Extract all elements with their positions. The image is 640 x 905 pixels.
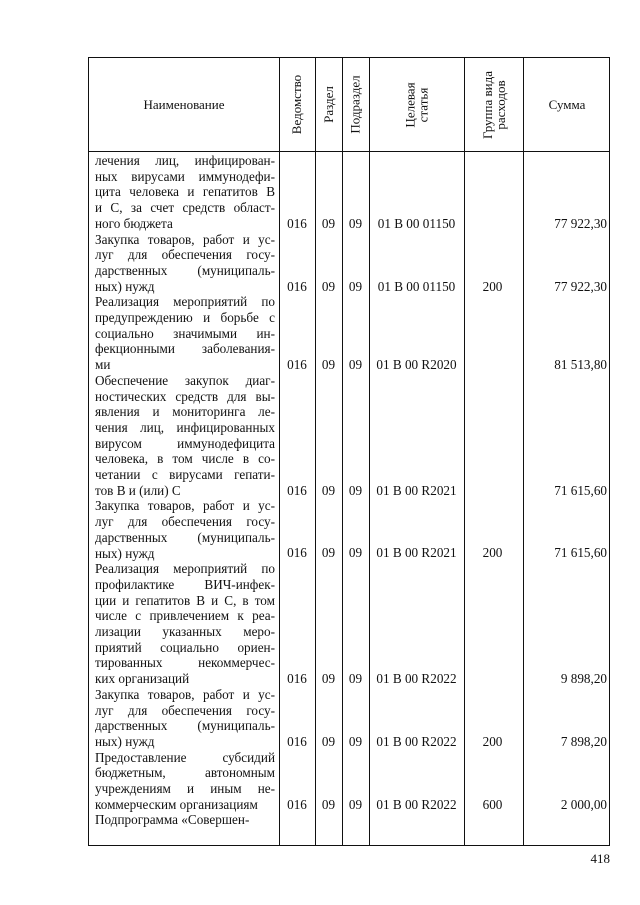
row-name-line: четании с вирусами гепати-: [95, 467, 275, 483]
row-celevaya: 01 В 00 R2022: [376, 796, 457, 812]
row-name-line: дарственных (муниципаль-: [95, 262, 275, 278]
row-name-line: бюджетным, автономным: [95, 765, 275, 781]
row-razdel: 09: [321, 545, 336, 561]
page-number: 418: [590, 851, 610, 866]
row-name-line: чения лиц, инфицированных: [95, 419, 275, 435]
row-name-line: дарственных (муниципаль-: [95, 529, 275, 545]
row-vedomstvo: 016: [287, 357, 307, 373]
row-razdel: 09: [321, 482, 336, 498]
row-name-line: человека, в том числе в со-: [95, 451, 275, 467]
row-vedomstvo: 016: [287, 545, 307, 561]
header-razdel: [315, 58, 342, 151]
row-name-line: числе с привлечением к реа-: [95, 608, 275, 624]
row-name-line: явления и мониторинга ле-: [95, 404, 275, 420]
row-razdel: 09: [321, 733, 336, 749]
header-gruppa-label: [481, 71, 507, 139]
row-gruppa: 200: [482, 545, 503, 561]
row-podrazdel: 09: [348, 796, 363, 812]
table-row: [89, 373, 611, 499]
row-name-line: цита человека и гепатитов В: [95, 184, 275, 200]
row-gruppa: 200: [482, 733, 503, 749]
row-name-line: лизации указанных меро-: [95, 624, 275, 639]
header-name: Наименование: [143, 96, 225, 112]
row-podrazdel: 09: [348, 733, 363, 749]
row-name-line: ных) нужд: [95, 278, 155, 294]
row-podrazdel: 09: [348, 545, 363, 561]
row-name-line: Предоставление субсидий: [95, 749, 275, 765]
header-gruppa-line2: расходов: [492, 79, 508, 130]
row-razdel: 09: [321, 671, 336, 687]
row-summa: 2 000,00: [560, 796, 607, 812]
row-name-line: ных вирусами иммунодефи-: [95, 168, 275, 184]
row-name: [95, 750, 275, 813]
row-vedomstvo: 016: [287, 671, 307, 687]
row-name: [95, 687, 275, 750]
row-name-line: и С, за счет средств област-: [95, 200, 275, 216]
row-celevaya: 01 В 00 01150: [377, 215, 456, 231]
row-vedomstvo: 016: [287, 796, 307, 812]
header-podrazdel: [342, 58, 369, 151]
row-name-line: луг для обеспечения госу-: [95, 514, 275, 530]
row-name-line: Реализация мероприятий по: [95, 294, 275, 310]
row-razdel: 09: [321, 357, 336, 373]
row-celevaya: 01 В 00 01150: [377, 278, 456, 294]
row-name-line: приятий социально ориен-: [95, 639, 275, 655]
table-row: [89, 561, 611, 687]
header-gruppa-line1: Группа вида: [479, 70, 495, 139]
row-name: [95, 498, 275, 561]
row-podrazdel: 09: [348, 482, 363, 498]
row-name-line: луг для обеспечения госу-: [95, 702, 275, 718]
row-name-line: Обеспечение закупок диаг-: [95, 372, 275, 388]
row-celevaya: 01 В 00 R2022: [376, 671, 457, 687]
row-podrazdel: 09: [348, 671, 363, 687]
row-name-line: тов В и (или) С: [95, 482, 181, 498]
row-name-line: ностических средств для вы-: [95, 388, 275, 404]
row-podrazdel: 09: [348, 278, 363, 294]
row-summa: 71 615,60: [554, 482, 607, 498]
row-name-line: луг для обеспечения госу-: [95, 247, 275, 263]
row-name-line: Подпрограмма «Совершен-: [95, 812, 250, 828]
header-celevaya: [369, 58, 464, 151]
row-name-line: Реализация мероприятий по: [95, 561, 275, 577]
header-summa: Сумма: [548, 96, 586, 112]
header-razdel-label: Раздел: [321, 86, 336, 123]
header-podrazdel-label: Подраздел: [348, 75, 364, 134]
header-gruppa: [464, 58, 523, 151]
row-name-line: лечения лиц, инфицирован-: [95, 153, 275, 168]
row-summa: 77 922,30: [554, 215, 607, 231]
row-name-line: вирусом иммунодефицита: [95, 435, 275, 451]
table-row: [89, 750, 611, 813]
row-name-line: профилактике ВИЧ-инфек-: [95, 576, 275, 592]
row-summa: 7 898,20: [560, 733, 607, 749]
row-name: [95, 373, 275, 499]
row-celevaya: 01 В 00 R2021: [376, 482, 457, 498]
row-razdel: 09: [321, 796, 336, 812]
row-name-line: социально значимыми ин-: [95, 325, 275, 341]
row-razdel: 09: [321, 215, 336, 231]
header-celevaya-label: [403, 82, 429, 127]
table-row: [89, 232, 611, 295]
row-name-line: дарственных (муниципаль-: [95, 718, 275, 734]
row-name-line: ного бюджета: [95, 215, 173, 231]
row-gruppa: 200: [482, 278, 503, 294]
row-name-line: тированных некоммерчес-: [95, 655, 275, 671]
row-name: [95, 812, 275, 828]
row-name-line: ми: [95, 357, 111, 373]
table-row: [89, 294, 611, 373]
row-name-line: предупреждению и борьбе с: [95, 310, 275, 325]
row-name: [95, 294, 275, 373]
row-podrazdel: 09: [348, 357, 363, 373]
row-summa: 9 898,20: [560, 671, 607, 687]
header-divider: [89, 151, 609, 152]
row-name-line: Закупка товаров, работ и ус-: [95, 686, 275, 702]
row-summa: 81 513,80: [554, 357, 607, 373]
row-celevaya: 01 В 00 R2020: [376, 357, 457, 373]
table-row: [89, 687, 611, 750]
header-celevaya-line1: Целевая: [402, 81, 418, 128]
row-name-line: коммерческим организациям: [95, 796, 258, 812]
row-celevaya: 01 В 00 R2021: [376, 545, 457, 561]
row-name: [95, 232, 275, 295]
row-name-line: ных) нужд: [95, 733, 155, 749]
row-name-line: ных) нужд: [95, 545, 155, 561]
budget-table: [88, 57, 610, 846]
row-summa: 77 922,30: [554, 278, 607, 294]
row-razdel: 09: [321, 278, 336, 294]
row-name-line: Закупка товаров, работ и ус-: [95, 231, 275, 247]
table-row: [89, 498, 611, 561]
header-vedomstvo-label: Ведомство: [289, 74, 305, 135]
row-summa: 71 615,60: [554, 545, 607, 561]
header-vedomstvo: [279, 58, 315, 151]
row-celevaya: 01 В 00 R2022: [376, 733, 457, 749]
row-name: [95, 153, 275, 232]
row-gruppa: 600: [482, 796, 503, 812]
row-name-line: ких организаций: [95, 671, 190, 687]
row-vedomstvo: 016: [287, 482, 307, 498]
row-name: [95, 561, 275, 687]
row-vedomstvo: 016: [287, 215, 307, 231]
row-vedomstvo: 016: [287, 278, 307, 294]
row-podrazdel: 09: [348, 215, 363, 231]
table-row: [89, 153, 611, 232]
row-name-line: Закупка товаров, работ и ус-: [95, 498, 275, 514]
table-row: [89, 812, 611, 828]
row-vedomstvo: 016: [287, 733, 307, 749]
row-name-line: ции и гепатитов В и С, в том: [95, 592, 275, 608]
row-name-line: учреждениям и иным не-: [95, 781, 275, 796]
header-celevaya-line2: статья: [415, 87, 431, 122]
row-name-line: фекционными заболевания-: [95, 341, 275, 357]
